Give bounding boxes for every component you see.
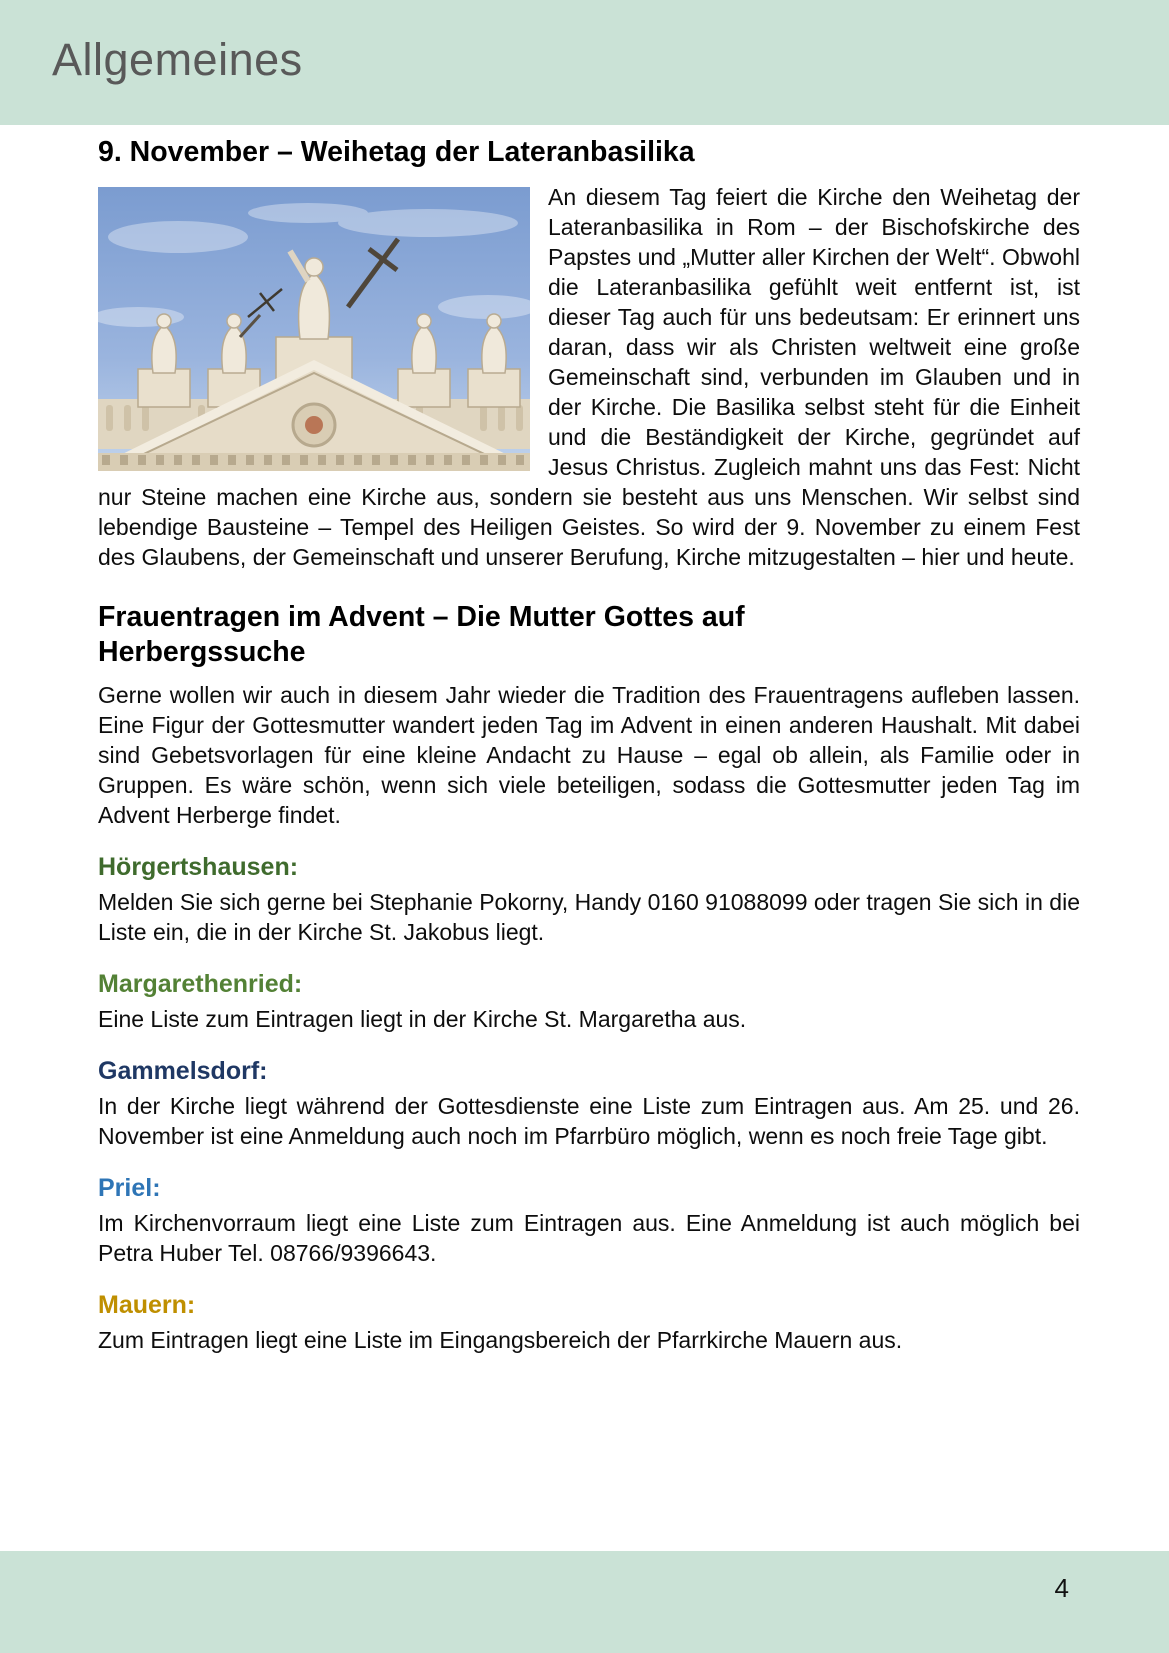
page-header-band [0,0,1169,125]
location-section-margarethenried [98,969,1080,1034]
location-text: Eine Liste zum Eintragen liegt in der Kirche St. Margaretha aus. [98,1006,747,1032]
location-text: Melden Sie sich gerne bei Stephanie Pokorny, Handy 0160 91088099 oder tragen Sie sich in die Liste ein, die in der Kirche St. Jakobus liegt. [98,889,1080,945]
location-title: Gammelsdorf: [98,1057,268,1085]
page-title: Allgemeines [52,34,303,85]
location-text: In der Kirche liegt während der Gottesdienste eine Liste zum Eintragen aus. Am 25. und 26. November ist eine Anmeldung auch noch im Pfarrbüro möglich, wenn es noch freie Tage gibt. [98,1093,1080,1149]
page-number: 4 [1054,1573,1069,1603]
location-title: Priel: [98,1174,161,1202]
article-title-frauentragen: Frauentragen im Advent – Die Mutter Gottes auf Herbergssuche [98,601,745,668]
basilica-photo [98,187,530,471]
article-title-weihetag: 9. November – Weihetag der Lateranbasilika [98,136,695,168]
location-section-gammelsdorf [98,1056,1080,1151]
article-weihetag-text: An diesem Tag feiert die Kirche den Weihetag der Lateranbasilika in Rom – der Bischofskirche des Papstes und „Mutter aller Kirchen der Welt“. Obwohl die Lateranbasilika gefühlt weit entfernt ist, ist dieser Tag auch für uns bedeutsam: Er erinnert uns daran, dass wir als Christen weltweit eine große Gemeinschaft sind, verbunden im Glauben und in der Kirche. Die Basilika selbst steht für die Einheit und die Beständigkeit der Kirche, gegründet auf Jesus Christus. Zugleich mahnt uns das Fest: Nicht nur Steine machen eine Kirche aus, sondern sie besteht aus uns Menschen. Wir selbst sind lebendige Bausteine – Tempel des Heiligen Geistes. So wird der 9. November zu einem Fest des Glaubens, der Gemeinschaft und unserer Berufung, Kirche mitzugestalten – hier und heute. [98,184,1080,570]
page-footer-band [0,1551,1169,1653]
page-content [0,125,1169,1355]
article-weihetag-body [98,182,1080,572]
article-weihetag [98,135,1080,572]
location-title: Margarethenried: [98,970,303,998]
location-text: Zum Eintragen liegt eine Liste im Eingangsbereich der Pfarrkirche Mauern aus. [98,1327,903,1353]
article-frauentragen-intro: Gerne wollen wir auch in diesem Jahr wieder die Tradition des Frauentragens aufleben lassen. Eine Figur der Gottesmutter wandert jeden Tag im Advent in einen anderen Haushalt. Mit dabei sind Gebetsvorlagen für eine kleine Andacht zu Hause – egal ob allein, als Familie oder in Gruppen. Es wäre schön, wenn sich viele beteiligen, sodass die Gottesmutter jeden Tag im Advent Herberge findet. [98,682,1080,828]
location-section-priel [98,1173,1080,1268]
location-text: Im Kirchenvorraum liegt eine Liste zum Eintragen aus. Eine Anmeldung ist auch möglich bei Petra Huber Tel. 08766/9396643. [98,1210,1080,1266]
article-frauentragen [98,600,1080,1355]
location-title: Hörgertshausen: [98,853,299,881]
location-section-mauern [98,1290,1080,1355]
location-section-hoergertshausen [98,852,1080,947]
location-title: Mauern: [98,1291,196,1319]
